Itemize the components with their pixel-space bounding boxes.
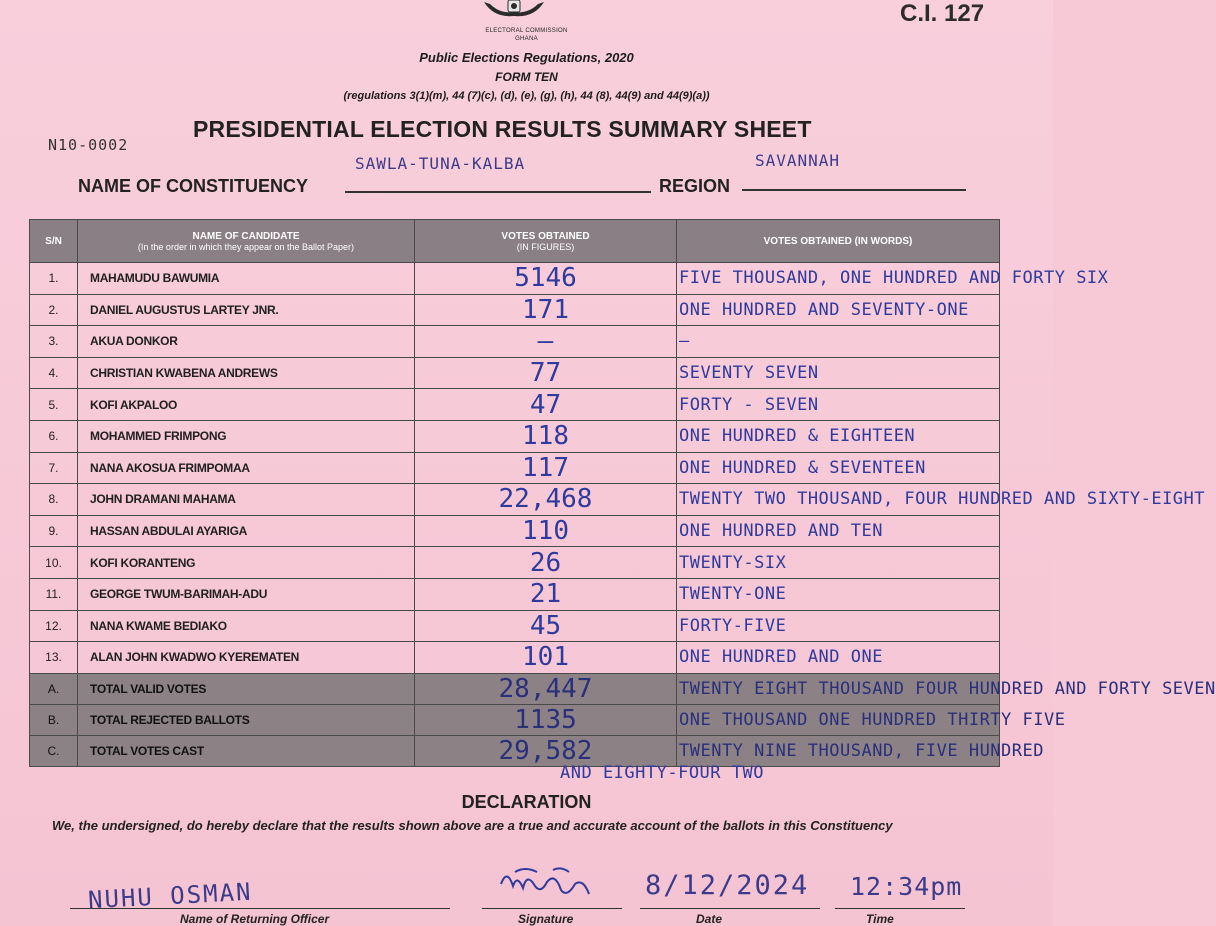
candidate-row: [30, 326, 1000, 358]
candidate-row: [30, 420, 1000, 452]
candidate-name: ALAN JOHN KWADWO KYEREMATEN: [78, 642, 415, 674]
regulations-ref: (regulations 3(1)(m), 44 (7)(c), (d), (e), (g), (h), 44 (8), 44(9) and 44(9)(a)): [343, 90, 710, 102]
date-value: 8/12/2024: [645, 870, 810, 901]
total-row: [30, 673, 1000, 704]
signature-label: Signature: [518, 912, 574, 926]
votes-figures: 5146: [415, 263, 677, 295]
candidate-name: NANA AKOSUA FRIMPOMAA: [78, 452, 415, 484]
votes-words: TWENTY TWO THOUSAND, FOUR HUNDRED AND SIXTY-EIGHT: [677, 484, 1000, 516]
time-value: 12:34pm: [850, 872, 963, 901]
votes-figures: 47: [415, 389, 677, 421]
time-underline: [835, 908, 965, 909]
total-label: TOTAL REJECTED BALLOTS: [78, 704, 415, 735]
votes-words: TWENTY EIGHT THOUSAND FOUR HUNDRED AND FORTY SEVEN: [677, 673, 1000, 704]
votes-words: ONE HUNDRED AND TEN: [677, 515, 1000, 547]
declaration-title: DECLARATION: [461, 792, 592, 812]
candidate-name: MOHAMMED FRIMPONG: [78, 420, 415, 452]
candidate-row: [30, 263, 1000, 295]
votes-figures: 26: [415, 547, 677, 579]
votes-figures: 110: [415, 515, 677, 547]
constituency-underline: [345, 191, 651, 193]
votes-words: FIVE THOUSAND, ONE HUNDRED AND FORTY SIX: [677, 263, 1000, 295]
candidate-header-sub: (In the order in which they appear on the Ballot Paper): [137, 241, 355, 252]
votes-words: TWENTY-SIX: [677, 547, 1000, 579]
votes-words: ONE THOUSAND ONE HUNDRED THIRTY FIVE: [677, 704, 1000, 735]
row-number: 7.: [30, 452, 78, 484]
total-row: [30, 735, 1000, 766]
constituency-label: NAME OF CONSTITUENCY: [78, 176, 309, 196]
candidate-name: DANIEL AUGUSTUS LARTEY JNR.: [78, 294, 415, 326]
row-number: C.: [30, 735, 78, 766]
candidate-name: KOFI KORANTENG: [78, 547, 415, 579]
signature-underline: [482, 908, 622, 909]
commission-name: ELECTORAL COMMISSION: [485, 28, 568, 34]
candidate-row: [30, 389, 1000, 421]
candidate-header-label: NAME OF CANDIDATE: [192, 230, 300, 242]
candidate-name: GEORGE TWUM-BARIMAH-ADU: [78, 578, 415, 610]
row-number: 6.: [30, 420, 78, 452]
ci-number: C.I. 127: [900, 0, 985, 27]
date-label: Date: [696, 912, 723, 926]
votes-figures: 77: [415, 357, 677, 389]
row-number: 12.: [30, 610, 78, 642]
candidate-name: HASSAN ABDULAI AYARIGA: [78, 515, 415, 547]
commission-country: GHANA: [515, 36, 538, 42]
total-label: TOTAL VALID VOTES: [78, 673, 415, 704]
votes-figures: 101: [415, 642, 677, 674]
row-number: 2.: [30, 294, 78, 326]
votes-words: TWENTY NINE THOUSAND, FIVE HUNDRED: [677, 735, 1000, 766]
candidate-row: [30, 547, 1000, 579]
words-header: VOTES OBTAINED (IN WORDS): [677, 220, 1000, 263]
declaration-text: We, the undersigned, do hereby declare that the results shown above are a true and accurate account of the ballots in this Constituency: [52, 818, 893, 833]
votes-figures: 29,582: [415, 735, 677, 766]
returning-officer-name: NUHU OSMAN: [87, 877, 254, 915]
votes-words: —: [677, 326, 1000, 358]
signature-scribble: [495, 864, 595, 908]
candidate-row: [30, 294, 1000, 326]
figures-header: [415, 220, 677, 263]
votes-figures: 22,468: [415, 484, 677, 516]
votes-figures: 45: [415, 610, 677, 642]
row-number: A.: [30, 673, 78, 704]
candidate-name: AKUA DONKOR: [78, 326, 415, 358]
date-underline: [640, 908, 820, 909]
votes-figures: 171: [415, 294, 677, 326]
votes-words: ONE HUNDRED & EIGHTEEN: [677, 420, 1000, 452]
figures-header-label: VOTES OBTAINED: [501, 230, 590, 242]
candidate-row: [30, 357, 1000, 389]
row-number: 13.: [30, 642, 78, 674]
total-row: [30, 704, 1000, 735]
votes-words: ONE HUNDRED AND ONE: [677, 642, 1000, 674]
votes-figures: 28,447: [415, 673, 677, 704]
votes-figures: 118: [415, 420, 677, 452]
row-number: 5.: [30, 389, 78, 421]
total-words-continuation: AND EIGHTY-FOUR TWO: [560, 763, 764, 783]
region-underline: [742, 189, 966, 191]
region-value: SAVANNAH: [755, 151, 841, 170]
candidate-name: KOFI AKPALOO: [78, 389, 415, 421]
votes-figures: 117: [415, 452, 677, 484]
votes-words: ONE HUNDRED & SEVENTEEN: [677, 452, 1000, 484]
row-number: 4.: [30, 357, 78, 389]
candidate-row: [30, 642, 1000, 674]
candidate-row: [30, 610, 1000, 642]
votes-words: TWENTY-ONE: [677, 578, 1000, 610]
sn-header: S/N: [30, 220, 78, 263]
total-label: TOTAL VOTES CAST: [78, 735, 415, 766]
candidate-name: JOHN DRAMANI MAHAMA: [78, 484, 415, 516]
form-name: FORM TEN: [495, 70, 558, 84]
row-number: 11.: [30, 578, 78, 610]
votes-words: FORTY-FIVE: [677, 610, 1000, 642]
ghana-coat-of-arms-icon: [480, 0, 548, 20]
candidate-name: NANA KWAME BEDIAKO: [78, 610, 415, 642]
row-number: B.: [30, 704, 78, 735]
votes-figures: 1135: [415, 704, 677, 735]
votes-words: ONE HUNDRED AND SEVENTY-ONE: [677, 294, 1000, 326]
page-title: PRESIDENTIAL ELECTION RESULTS SUMMARY SHEET: [193, 116, 812, 142]
regulations-title: Public Elections Regulations, 2020: [419, 50, 634, 65]
row-number: 1.: [30, 263, 78, 295]
candidate-row: [30, 452, 1000, 484]
votes-figures: 21: [415, 578, 677, 610]
votes-words: SEVENTY SEVEN: [677, 357, 1000, 389]
row-number: 8.: [30, 484, 78, 516]
candidate-name: CHRISTIAN KWABENA ANDREWS: [78, 357, 415, 389]
serial-number: N10-0002: [48, 136, 129, 154]
candidate-header: [78, 220, 415, 263]
results-table: [29, 219, 1216, 767]
constituency-value: SAWLA-TUNA-KALBA: [355, 154, 526, 173]
table-header-row: [30, 220, 1000, 263]
votes-figures: —: [415, 326, 677, 358]
row-number: 3.: [30, 326, 78, 358]
officer-label: Name of Returning Officer: [180, 912, 330, 926]
candidate-name: MAHAMUDU BAWUMIA: [78, 263, 415, 295]
officer-underline: [70, 908, 450, 909]
region-label: REGION: [659, 176, 731, 196]
candidate-row: [30, 515, 1000, 547]
time-label: Time: [866, 912, 894, 926]
figures-header-sub: (IN FIGURES): [516, 241, 575, 252]
candidate-row: [30, 484, 1000, 516]
candidate-row: [30, 578, 1000, 610]
row-number: 9.: [30, 515, 78, 547]
votes-words: FORTY - SEVEN: [677, 389, 1000, 421]
row-number: 10.: [30, 547, 78, 579]
